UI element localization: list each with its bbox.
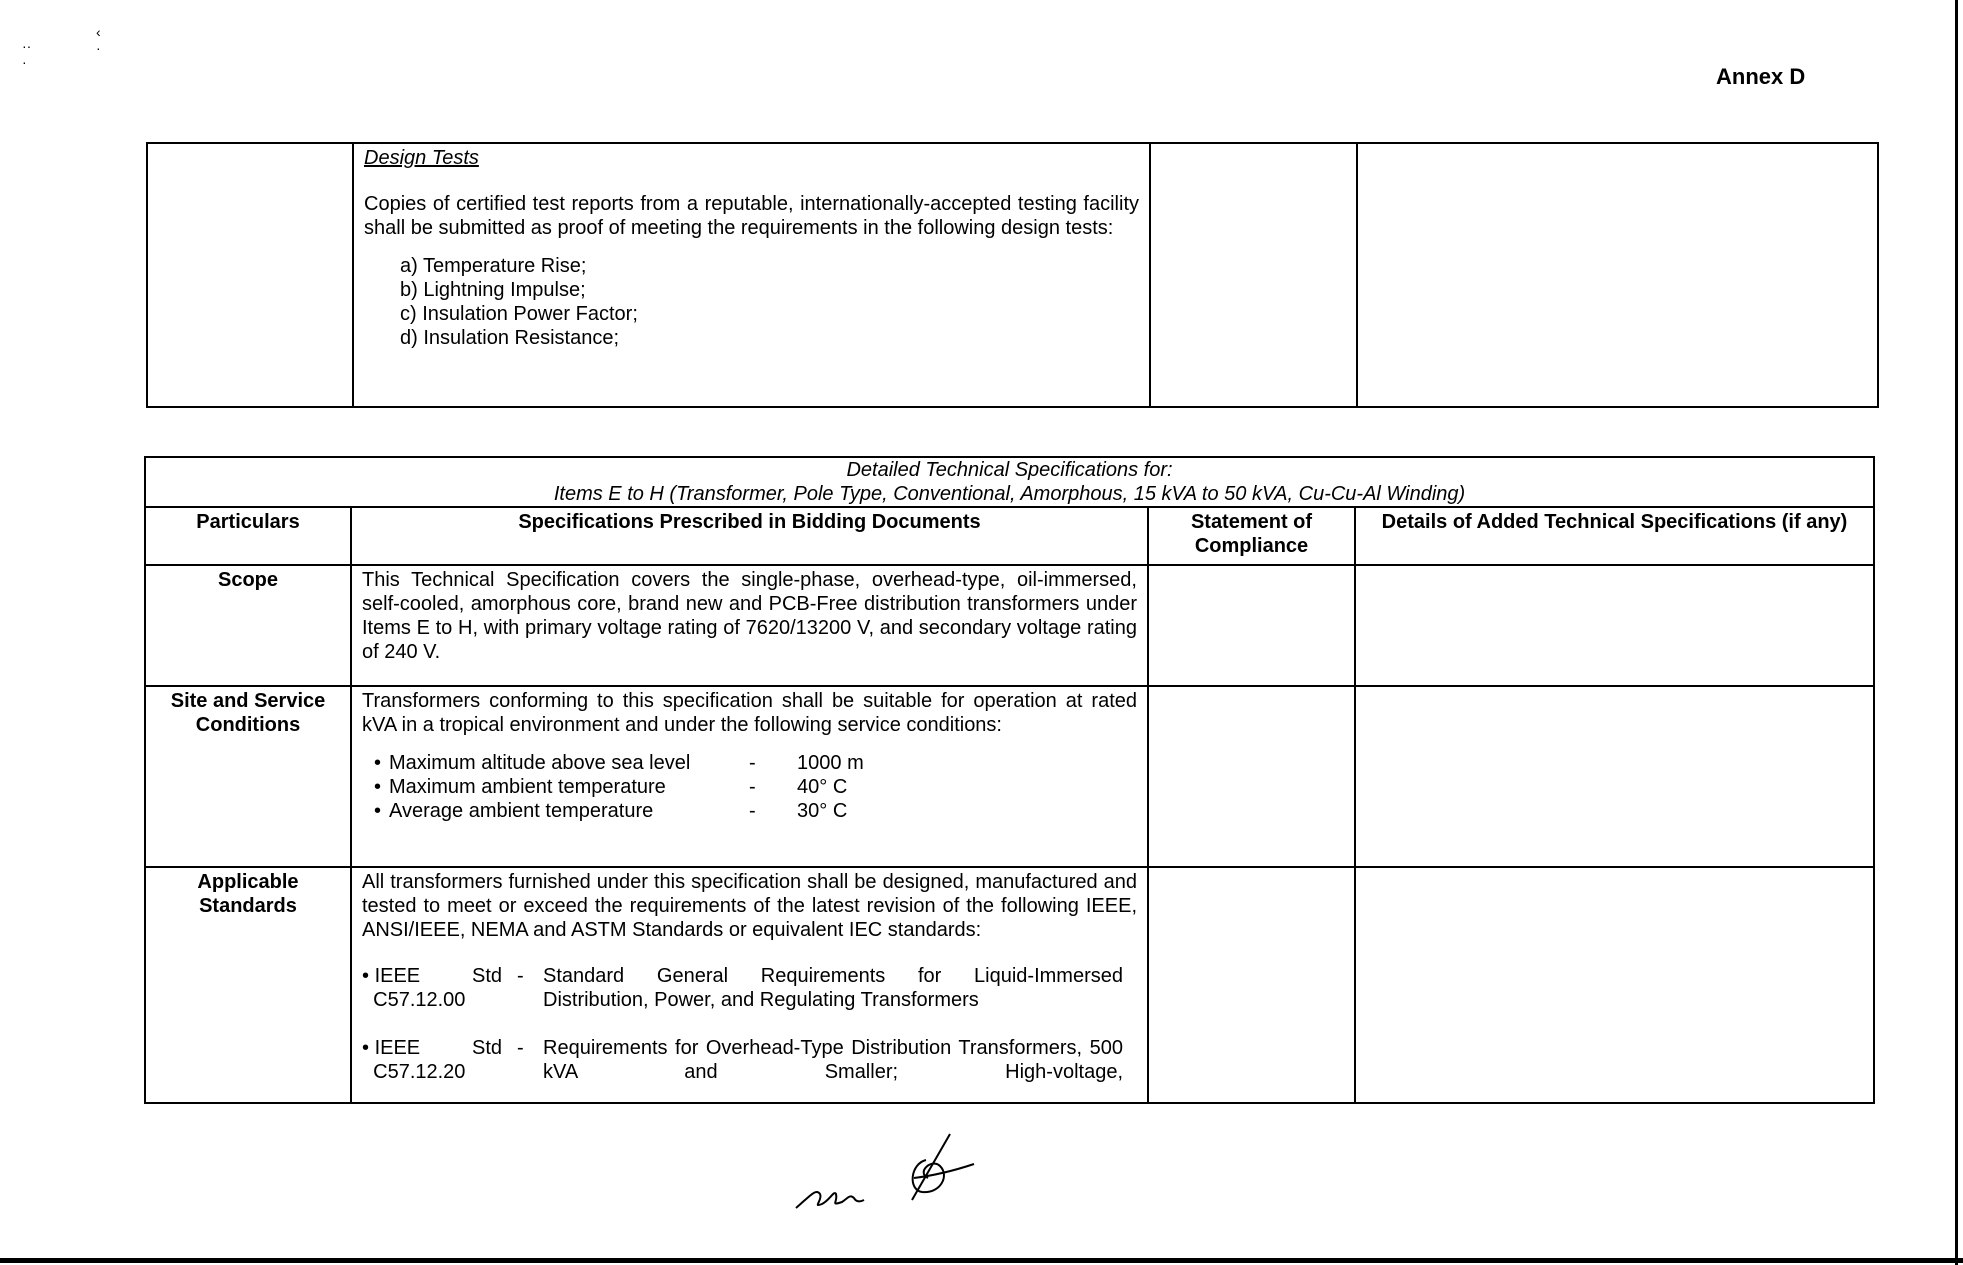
list-item: c) Insulation Power Factor; — [400, 303, 638, 325]
added-details-cell — [1355, 867, 1874, 1103]
handwritten-signature — [790, 1120, 990, 1230]
scan-right-border — [1955, 0, 1958, 1265]
header-compliance: Statement of Compliance — [1148, 507, 1355, 565]
scan-bottom-border — [0, 1258, 1963, 1263]
list-item: a) Temperature Rise; — [400, 255, 587, 277]
caption-line-2: Items E to H (Transformer, Pole Type, Conventional, Amorphous, 15 kVA to 50 kVA, Cu-Cu-Al Winding) — [553, 483, 1466, 505]
technical-spec-table — [144, 456, 1875, 1104]
conditions-list — [362, 751, 1137, 823]
row-label-site: Site and Service Conditions — [145, 686, 351, 867]
header-particulars: Particulars — [145, 507, 351, 565]
row-label-scope: Scope — [145, 565, 351, 686]
compliance-cell — [1150, 143, 1357, 407]
site-cell — [351, 686, 1148, 867]
list-item: • Maximum ambient temperature - 40° C — [374, 775, 1137, 799]
design-tests-table — [146, 142, 1879, 408]
header-added-details: Details of Added Technical Specifications (if any) — [1355, 507, 1874, 565]
standard-item: • IEEE C57.12.00 Std - Standard General Requirements for Liquid-Immersed Distribution, Power, and Regulating Transformers — [362, 965, 1123, 1011]
design-tests-title: Design Tests — [364, 147, 479, 169]
list-item: d) Insulation Resistance; — [400, 327, 620, 349]
scope-text: This Technical Specification covers the single-phase, overhead-type, oil-immersed, self-cooled, amorphous core, brand new and PCB-Free distribution transformers under Items E to H, with primary voltage rating of 7620/13200 V, and secondary voltage rating of 240 V. — [362, 569, 1137, 663]
design-tests-intro: Copies of certified test reports from a reputable, internationally-accepted testing facility shall be submitted as proof of meeting the requirements in the following design tests: — [364, 193, 1139, 239]
design-tests-cell — [353, 143, 1150, 407]
site-text: Transformers conforming to this specification shall be suitable for operation at rated kVA in a tropical environment and under the following service conditions: — [362, 690, 1137, 736]
added-details-cell — [1357, 143, 1878, 407]
compliance-cell — [1148, 867, 1355, 1103]
row-label-standards: Applicable Standards — [145, 867, 351, 1103]
annex-label: Annex D — [1716, 64, 1806, 89]
empty-particulars-cell — [147, 143, 353, 407]
list-item: • Average ambient temperature - 30° C — [374, 799, 1137, 823]
standards-cell — [351, 867, 1148, 1103]
caption-line-1: Detailed Technical Specifications for: — [846, 459, 1173, 481]
header-specifications: Specifications Prescribed in Bidding Documents — [351, 507, 1148, 565]
spec-table-caption — [145, 457, 1874, 507]
standards-text: All transformers furnished under this specification shall be designed, manufactured and tested to meet or exceed the requirements of the latest revision of the following IEEE, ANSI/IEEE, NEMA and ASTM Standards or equivalent IEC standards: — [362, 871, 1137, 941]
list-item: b) Lightning Impulse; — [400, 279, 586, 301]
compliance-cell — [1148, 686, 1355, 867]
scope-cell — [351, 565, 1148, 686]
standard-item: • IEEE C57.12.20 Std - Requirements for Overhead-Type Distribution Transformers, 500 kVA and Smaller; High-voltage, — [362, 1037, 1123, 1083]
design-tests-list — [364, 254, 1139, 350]
added-details-cell — [1355, 686, 1874, 867]
added-details-cell — [1355, 565, 1874, 686]
compliance-cell — [1148, 565, 1355, 686]
list-item: • Maximum altitude above sea level - 1000 m — [374, 751, 1137, 775]
